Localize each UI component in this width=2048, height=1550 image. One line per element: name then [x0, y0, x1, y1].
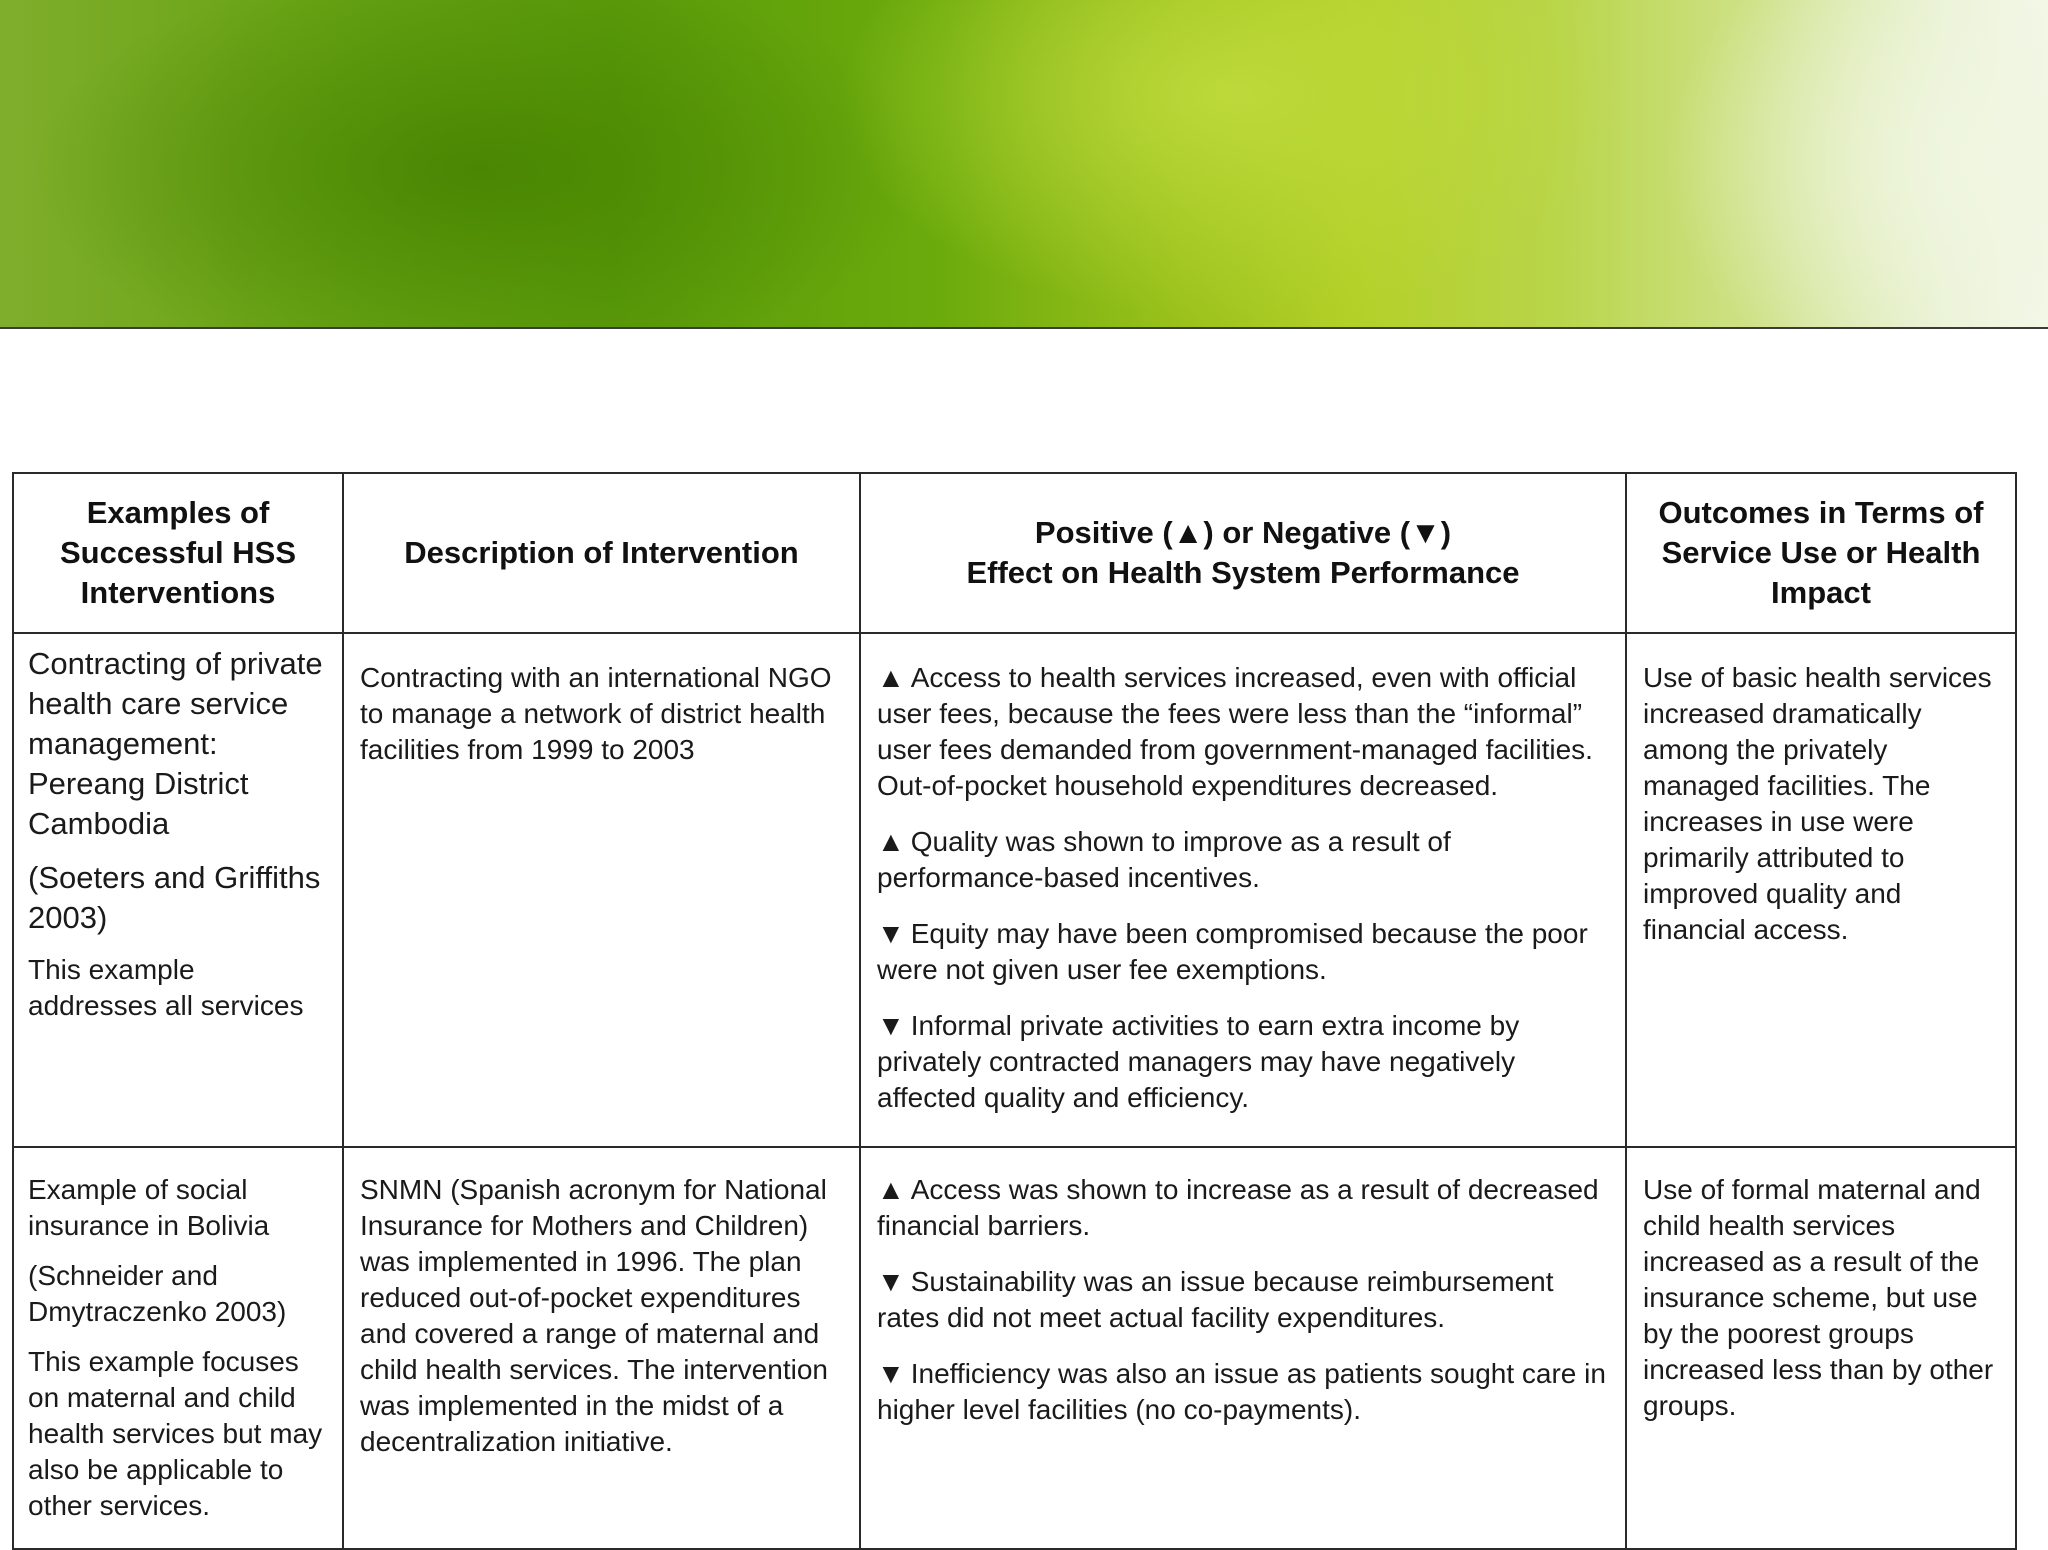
effect-text: Informal private activities to earn extra income by privately contracted managers may have negatively affected quality and efficiency.: [877, 1010, 1520, 1113]
effect-item: [877, 660, 1609, 804]
example-scope: This example addresses all services: [28, 954, 304, 1021]
description-text: Contracting with an international NGO to manage a network of district health facilities from 1999 to 2003: [360, 662, 832, 765]
outcome-text: Use of basic health services increased dramatically among the privately managed facilities. The increases in use were primarily attributed to improved quality and financial access.: [1643, 662, 1992, 945]
effect-text: Equity may have been compromised because the poor were not given user fee exemptions.: [877, 918, 1588, 985]
example-title: Contracting of private health care service management: Pereang District Cambodia: [28, 646, 323, 841]
example-citation: (Soeters and Griffiths 2003): [28, 860, 321, 935]
outcome-text: Use of formal maternal and child health services increased as a result of the insurance scheme, but use by the poorest groups increased less than by other groups.: [1643, 1174, 1994, 1421]
outcome-cell: [1626, 633, 2016, 1147]
triangle-down-icon: ▼: [877, 1010, 905, 1041]
example-title: Example of social insurance in Bolivia: [28, 1174, 270, 1241]
banner-divider: [0, 327, 2048, 329]
triangle-up-icon: ▲: [877, 662, 905, 693]
effect-item: [877, 1356, 1609, 1428]
effect-cell: [860, 1147, 1626, 1549]
effect-cell: [860, 633, 1626, 1147]
triangle-down-icon: ▼: [877, 1266, 905, 1297]
header-outcomes-line: Service Use or Health: [1661, 535, 1981, 570]
effect-item: [877, 1264, 1609, 1336]
effect-item: [877, 1008, 1609, 1116]
header-outcomes: [1626, 473, 2016, 633]
triangle-up-icon: ▲: [877, 826, 905, 857]
example-cell: [13, 633, 343, 1147]
description-cell: [343, 633, 860, 1147]
header-outcomes-line: Outcomes in Terms of: [1658, 495, 1984, 530]
effect-item: [877, 1172, 1609, 1244]
table-row: [13, 1147, 2016, 1549]
header-examples: [13, 473, 343, 633]
triangle-down-icon: ▼: [877, 918, 905, 949]
header-examples-line: Successful HSS: [59, 535, 297, 570]
header-effect-line: Positive (▲) or Negative (▼): [1034, 515, 1452, 550]
outcome-cell: [1626, 1147, 2016, 1549]
effect-text: Quality was shown to improve as a result of performance-based incentives.: [877, 826, 1451, 893]
hss-interventions-table: [12, 472, 2017, 1550]
header-banner: [0, 0, 2048, 328]
header-examples-line: Examples of: [86, 495, 270, 530]
description-cell: [343, 1147, 860, 1549]
effect-text: Inefficiency was also an issue as patients sought care in higher level facilities (no co-payments).: [877, 1358, 1606, 1425]
example-cell: [13, 1147, 343, 1549]
effect-item: [877, 916, 1609, 988]
triangle-up-icon: ▲: [877, 1174, 905, 1205]
description-text: SNMN (Spanish acronym for National Insurance for Mothers and Children) was implemented in 1996. The plan reduced out-of-pocket expenditures and covered a range of maternal and child health services. The intervention was implemented in the midst of a decentralization initiative.: [360, 1174, 828, 1457]
triangle-down-icon: ▼: [877, 1358, 905, 1389]
table-row: [13, 633, 2016, 1147]
effect-text: Access to health services increased, even with official user fees, because the fees were less than the “informal” user fees demanded from government-managed facilities. Out-of-pocket household expenditures decreased.: [877, 662, 1593, 801]
header-examples-line: Interventions: [80, 575, 276, 610]
example-scope: This example focuses on maternal and child health services but may also be applicable to other services.: [28, 1346, 323, 1521]
effect-text: Sustainability was an issue because reimbursement rates did not meet actual facility expenditures.: [877, 1266, 1554, 1333]
effect-text: Access was shown to increase as a result of decreased financial barriers.: [877, 1174, 1599, 1241]
header-effect: [860, 473, 1626, 633]
header-effect-line: Effect on Health System Performance: [966, 555, 1520, 590]
table-header-row: [13, 473, 2016, 633]
example-citation: (Schneider and Dmytraczenko 2003): [28, 1260, 287, 1327]
effect-item: [877, 824, 1609, 896]
header-outcomes-line: Impact: [1771, 575, 1871, 610]
header-description: Description of Intervention: [343, 473, 860, 633]
